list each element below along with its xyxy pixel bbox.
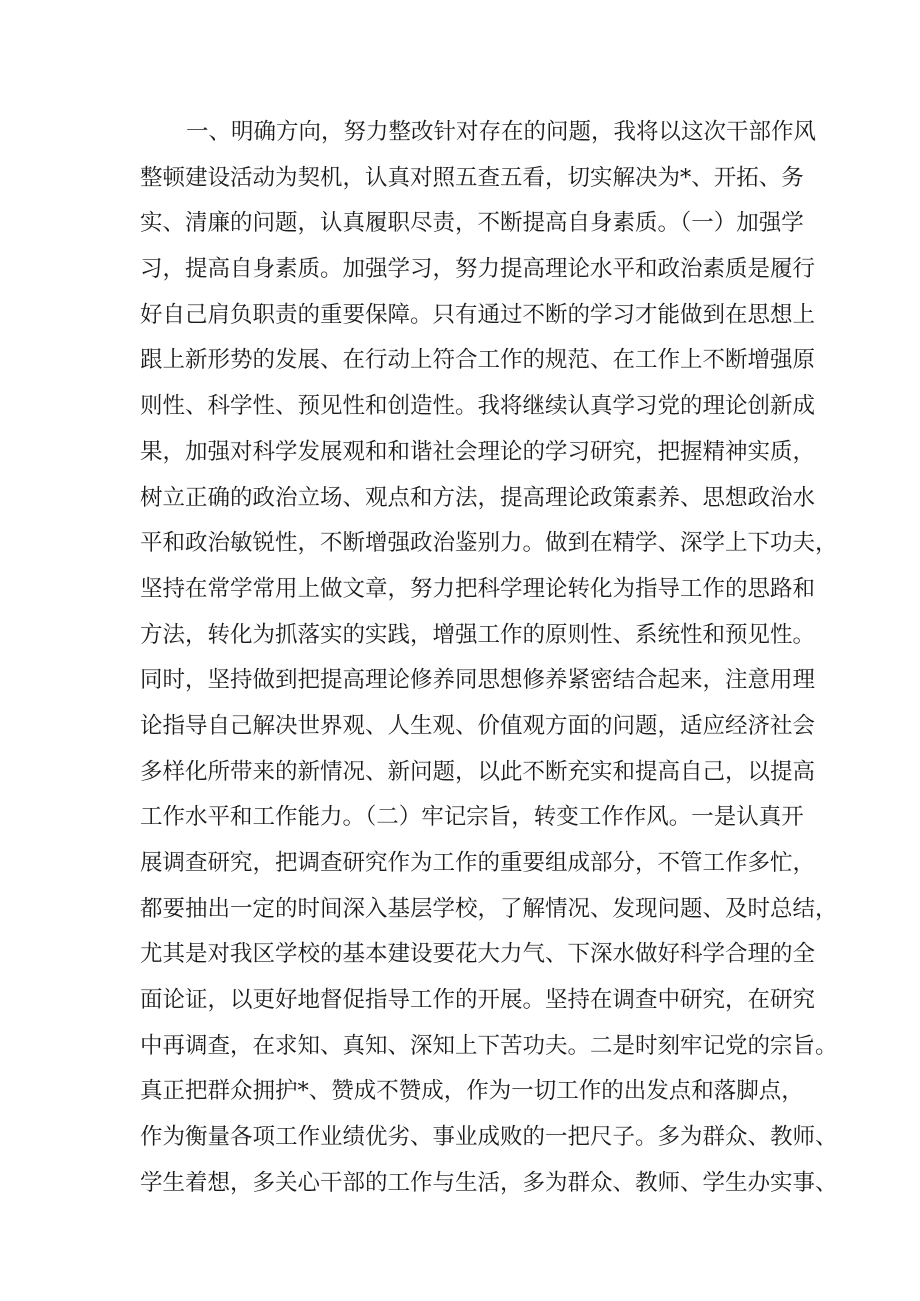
text-line: 尤其是对我区学校的基本建设要花大力气、下深水做好科学合理的全 — [140, 941, 816, 968]
text-line: 作为衡量各项工作业绩优劣、事业成败的一把尺子。多为群众、教师、 — [140, 1124, 838, 1151]
text-line: 中再调查，在求知、真知、深知上下苦功夫。二是时刻牢记党的宗旨。 — [140, 1032, 838, 1059]
body-paragraph — [140, 110, 838, 1207]
text-line: 坚持在常学常用上做文章，努力把科学理论转化为指导工作的思路和 — [140, 575, 816, 602]
text-line: 都要抽出一定的时间深入基层学校，了解情况、发现问题、及时总结， — [140, 895, 838, 922]
text-line: 面论证，以更好地督促指导工作的开展。坚持在调查中研究，在研究 — [140, 987, 816, 1014]
text-line: 论指导自己解决世界观、人生观、价值观方面的问题，适应经济社会 — [140, 712, 816, 739]
text-line: 跟上新形势的发展、在行动上符合工作的规范、在工作上不断增强原 — [140, 347, 816, 374]
text-line: 真正把群众拥护*、赞成不赞成，作为一切工作的出发点和落脚点， — [140, 1078, 804, 1105]
text-line: 实、清廉的问题，认真履职尽责，不断提高自身素质。（一）加强学 — [140, 210, 804, 237]
text-line: 方法，转化为抓落实的实践，增强工作的原则性、系统性和预见性。 — [140, 621, 816, 648]
text-line: 平和政治敏锐性，不断增强政治鉴别力。做到在精学、深学上下功夫， — [140, 530, 838, 557]
text-line: 果，加强对科学发展观和和谐社会理论的学习研究，把握精神实质， — [140, 438, 816, 465]
text-line: 工作水平和工作能力。（二）牢记宗旨，转变工作作风。一是认真开 — [140, 804, 804, 831]
text-line: 整顿建设活动为契机，认真对照五查五看，切实解决为*、开拓、务 — [140, 164, 804, 191]
text-line: 学生着想，多关心干部的工作与生活，多为群众、教师、学生办实事、 — [140, 1169, 838, 1196]
text-line: 习，提高自身素质。加强学习，努力提高理论水平和政治素质是履行 — [140, 256, 816, 283]
text-line: 好自己肩负职责的重要保障。只有通过不断的学习才能做到在思想上 — [140, 301, 816, 328]
text-line: 则性、科学性、预见性和创造性。我将继续认真学习党的理论创新成 — [140, 393, 816, 420]
text-line: 同时，坚持做到把提高理论修养同思想修养紧密结合起来，注意用理 — [140, 667, 816, 694]
text-line: 树立正确的政治立场、观点和方法，提高理论政策素养、思想政治水 — [140, 484, 816, 511]
text-line: 展调查研究，把调查研究作为工作的重要组成部分，不管工作多忙， — [140, 850, 816, 876]
text-line: 一、明确方向，努力整改针对存在的问题，我将以这次干部作风 — [186, 119, 817, 145]
text-line: 多样化所带来的新情况、新问题，以此不断充实和提高自己，以提高 — [140, 758, 816, 785]
